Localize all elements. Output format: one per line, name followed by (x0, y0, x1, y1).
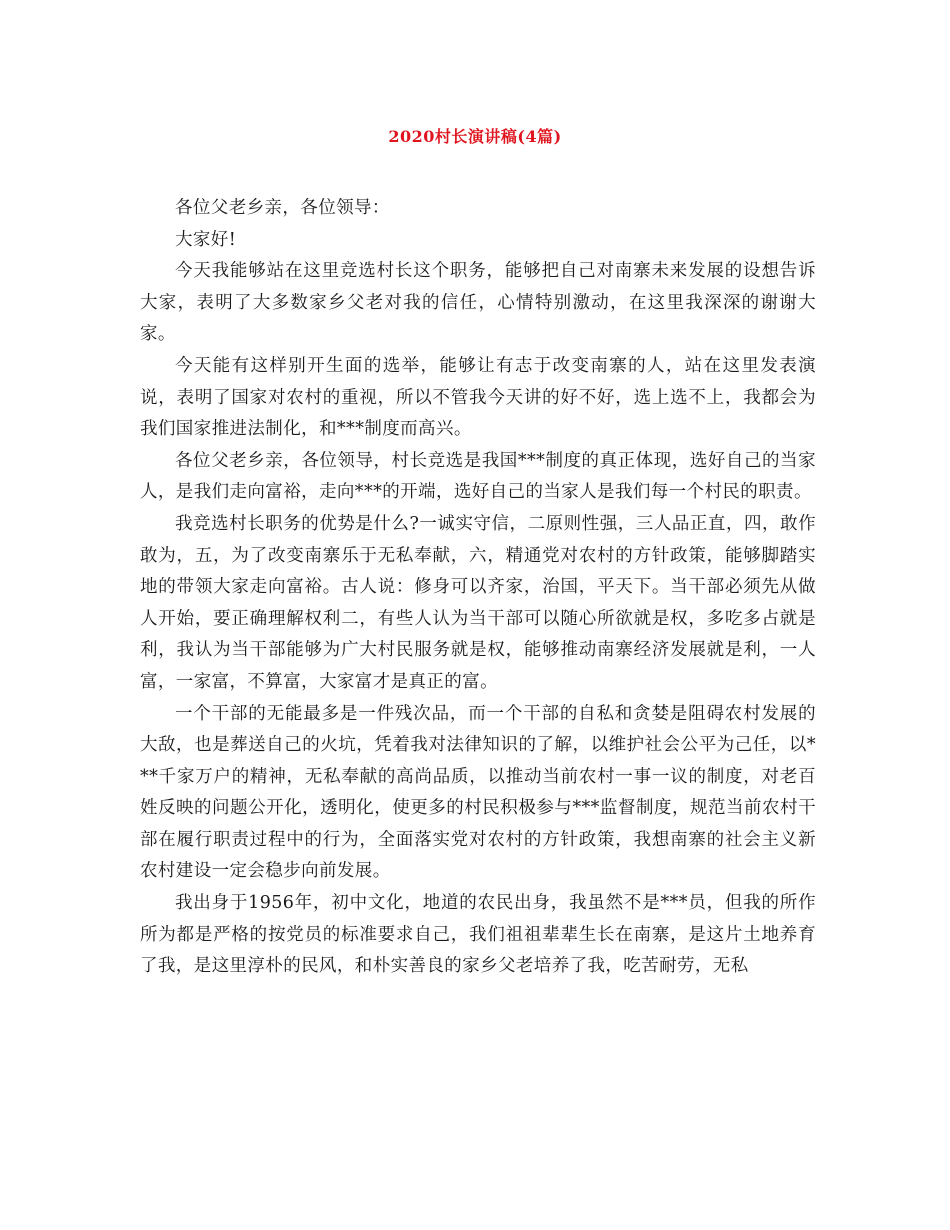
paragraph: 今天能有这样别开生面的选举，能够让有志于改变南寨的人，站在这里发表演说，表明了国家对农村的重视，所以不管我今天讲的好不好，选上选不上，我都会为我们国家推进法制化，和***制度而高兴。 (140, 355, 816, 440)
paragraph-greeting: 各位父老乡亲，各位领导： (175, 198, 390, 218)
document-title: 2020村长演讲稿(4篇) (388, 127, 562, 146)
document-body (140, 193, 816, 983)
paragraph: 各位父老乡亲，各位领导，村长竞选是我国***制度的真正体现，选好自己的当家人，是我们走向富裕，走向***的开端，选好自己的当家人是我们每一个村民的职责。 (140, 450, 816, 503)
paragraph-hello: 大家好! (175, 229, 237, 250)
paragraph: 今天我能够站在这里竞选村长这个职务，能够把自己对南寨未来发展的设想告诉大家，表明了大多数家乡父老对我的信任，心情特别激动，在这里我深深的谢谢大家。 (140, 261, 816, 345)
paragraph: 我竞选村长职务的优势是什么?一诚实守信，二原则性强，三人品正直，四，敢作敢为，五，为了改变南寨乐于无私奉献，六，精通党对农村的方针政策，能够脚踏实地的带领大家走向富裕。古人说：修身可以齐家，治国，平天下。当干部必须先从做人开始，要正确理解权利二，有些人认为当干部可以随心所欲就是权，多吃多占就是利，我认为当干部能够为广大村民服务就是权，能够推动南寨经济发展就是利，一人富，一家富，不算富，大家富才是真正的富。 (140, 513, 816, 692)
paragraph: 一个干部的无能最多是一件残次品，而一个干部的自私和贪婪是阻碍农村发展的大敌，也是葬送自己的火坑，凭着我对法律知识的了解，以维护社会公平为己任，以***千家万户的精神，无私奉献的高尚品质，以推动当前农村一事一议的制度，对老百姓反映的问题公开化，透明化，使更多的村民积极参与***监督制度，规范当前农村干部在履行职责过程中的行为，全面落实党对农村的方针政策，我想南寨的社会主义新农村建设一定会稳步向前发展。 (140, 703, 816, 882)
paragraph: 我出身于1956年，初中文化，地道的农民出身，我虽然不是***员，但我的所作所为都是严格的按党员的标准要求自己，我们祖祖辈辈生长在南寨，是这片土地养育了我，是这里淳朴的民风，和朴实善良的家乡父老培养了我，吃苦耐劳，无私 (140, 893, 816, 977)
